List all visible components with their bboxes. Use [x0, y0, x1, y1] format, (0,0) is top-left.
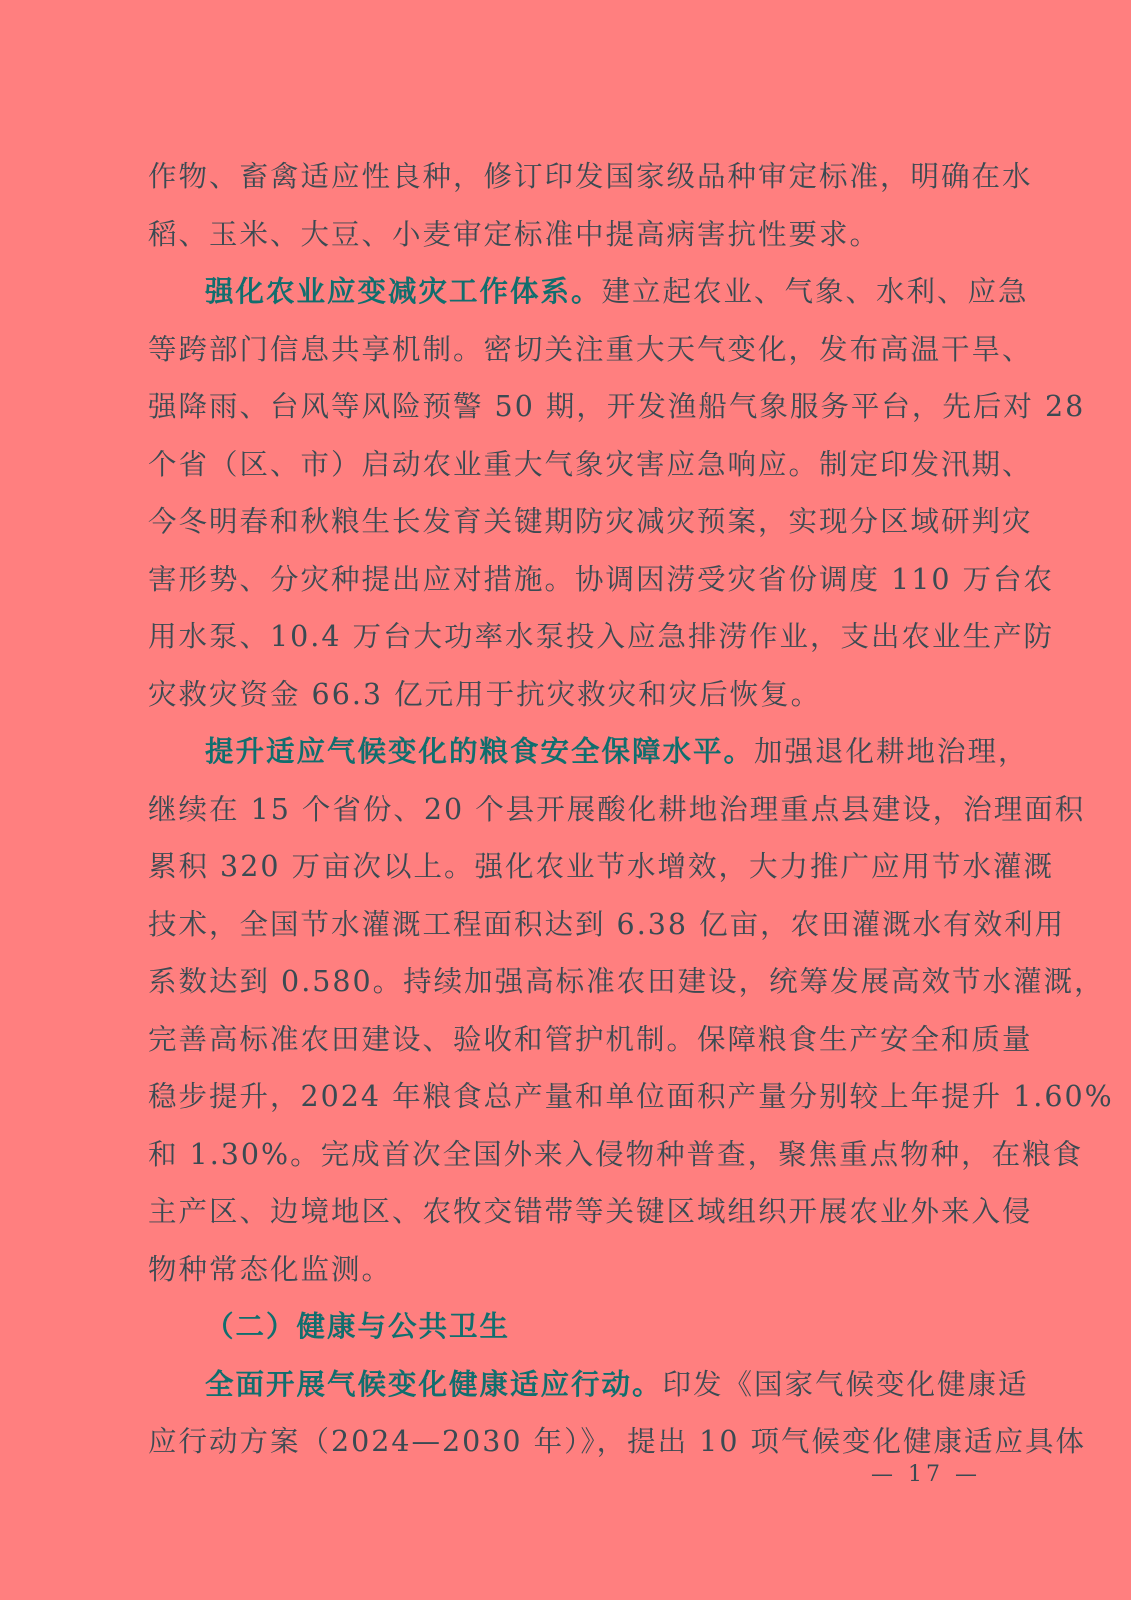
text-line: 灾救灾资金 66.3 亿元用于抗灾救灾和灾后恢复。 [148, 677, 822, 711]
section-heading: （二）健康与公共卫生 [205, 1310, 511, 1343]
document-body [148, 148, 1114, 1471]
paragraph-first-line [148, 263, 1029, 321]
text-line: 继续在 15 个省份、20 个县开展酸化耕地治理重点县建设，治理面积 [148, 792, 1086, 826]
text-line: 稳步提升，2024 年粮食总产量和单位面积产量分别较上年提升 1.60% [148, 1080, 1114, 1113]
paragraph-first-line [148, 723, 1029, 781]
paragraph-text: 印发《国家气候变化健康适 [662, 1367, 1029, 1401]
paragraph-lead-heading: 强化农业应变减灾工作体系。 [205, 275, 602, 308]
text-line: 技术，全国节水灌溉工程面积达到 6.38 亿亩，农田灌溉水有效利用 [148, 907, 1066, 941]
text-line: 累积 320 万亩次以上。强化农业节水增效，大力推广应用节水灌溉 [148, 850, 1055, 883]
page-number: — 17 — [871, 1462, 981, 1487]
text-line: 今冬明春和秋粮生长发育关键期防灾减灾预案，实现分区域研判灾 [148, 505, 1033, 538]
text-line: 物种常态化监测。 [148, 1252, 393, 1286]
text-line: 和 1.30%。完成首次全国外来入侵物种普查，聚焦重点物种，在粮食 [148, 1137, 1084, 1171]
paragraph-lead-heading: 全面开展气候变化健康适应行动。 [205, 1367, 663, 1401]
text-line: 作物、畜禽适应性良种，修订印发国家级品种审定标准，明确在水 [148, 160, 1033, 193]
paragraph-first-line [148, 1356, 1029, 1414]
text-line: 用水泵、10.4 万台大功率水泵投入应急排涝作业，支出农业生产防 [148, 620, 1055, 653]
text-line: 稻、玉米、大豆、小麦审定标准中提高病害抗性要求。 [148, 217, 881, 251]
paragraph-text: 加强退化耕地治理， [754, 735, 1029, 768]
paragraph-lead-heading: 提升适应气候变化的粮食安全保障水平。 [205, 735, 755, 768]
text-line: 个省（区、市）启动农业重大气象灾害应急响应。制定印发汛期、 [148, 447, 1033, 481]
text-line: 主产区、边境地区、农牧交错带等关键区域组织开展农业外来入侵 [148, 1195, 1033, 1228]
text-line: 系数达到 0.580。持续加强高标准农田建设，统筹发展高效节水灌溉， [148, 965, 1105, 998]
paragraph-text: 建立起农业、气象、水利、应急 [601, 275, 1029, 308]
text-line: 等跨部门信息共享机制。密切关注重大天气变化，发布高温干旱、 [148, 332, 1033, 366]
text-line: 应行动方案（2024—2030 年）》，提出 10 项气候变化健康适应具体 [148, 1425, 1087, 1458]
text-line: 强降雨、台风等风险预警 50 期，开发渔船气象服务平台，先后对 28 [148, 390, 1086, 423]
text-line: 完善高标准农田建设、验收和管护机制。保障粮食生产安全和质量 [148, 1022, 1033, 1056]
text-line: 害形势、分灾种提出应对措施。协调因涝受灾省份调度 110 万台农 [148, 562, 1055, 596]
